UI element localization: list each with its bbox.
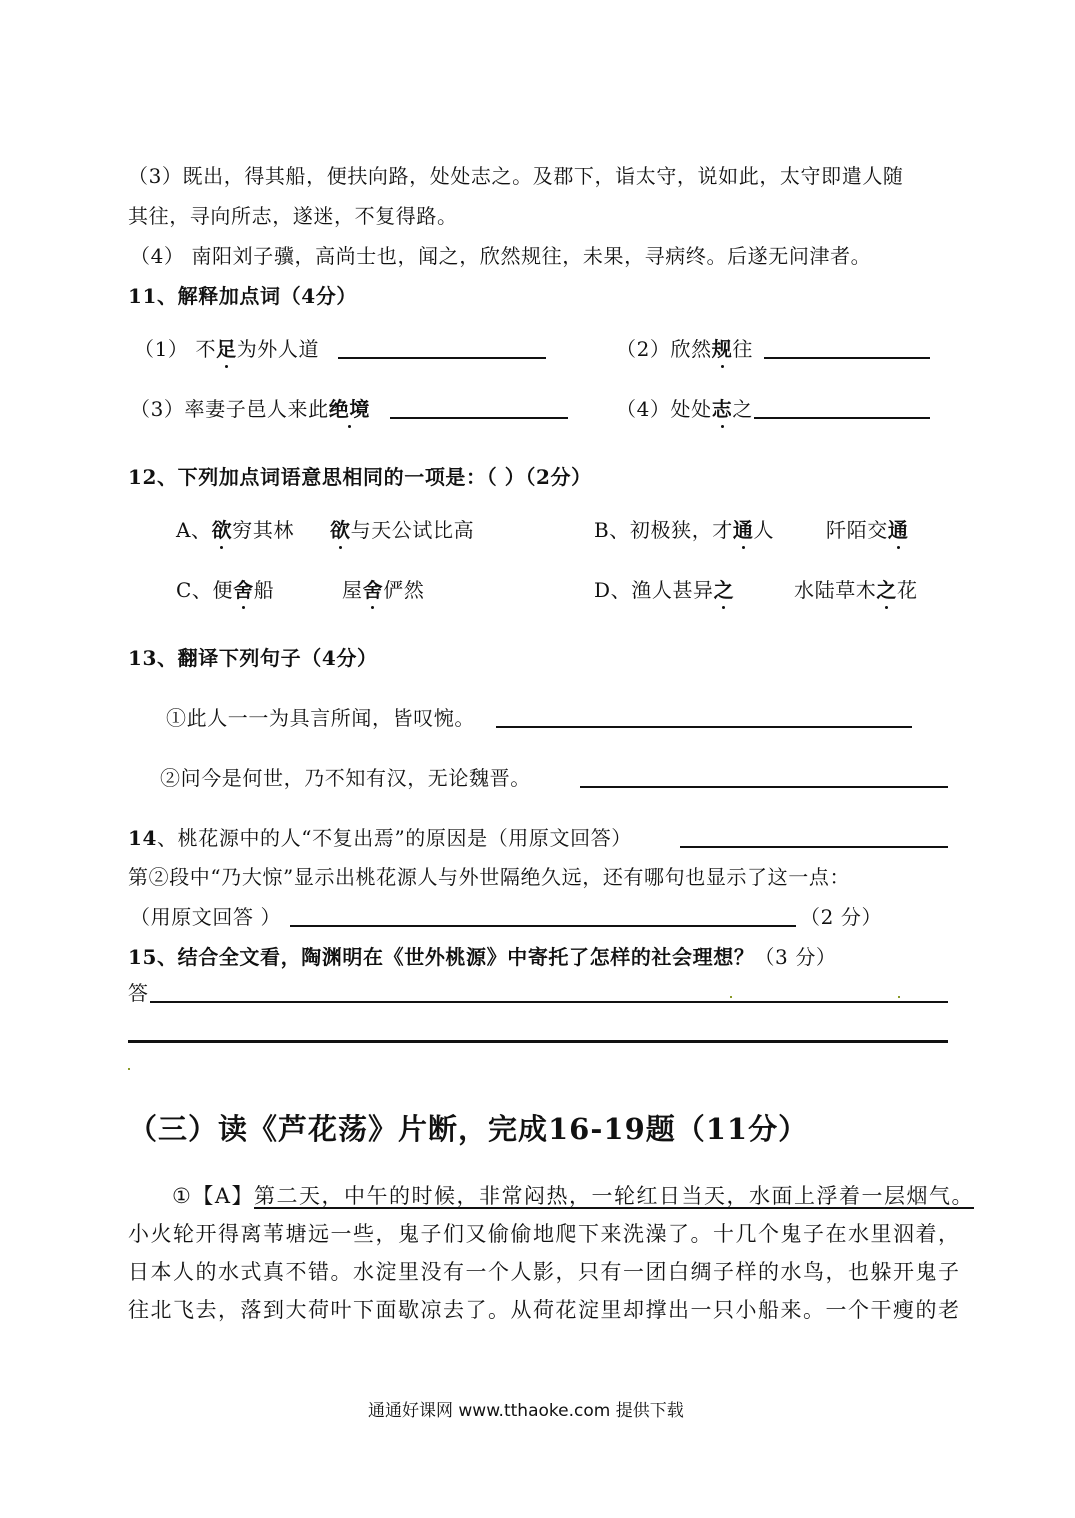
q11-item-4-dot-word: 志 [711,397,733,421]
passage-4-line-1: （4） 南阳刘子骥，高尚士也，闻之，欣然规往，未果，寻病终。后遂无问津者。 [130,244,872,268]
scan-speck [128,1068,130,1070]
q12-option-b-part1[interactable] [594,517,774,543]
q13-sentence-1-answer-line[interactable] [496,726,912,728]
q12-option-d-part2 [794,577,918,603]
q11-item-1-dot-word: 足 [216,337,237,361]
q12-option-b-pre-2: 阡陌交 [826,518,888,542]
q11-item-4-answer-line[interactable] [754,417,930,419]
q12-option-a-part1[interactable] [176,517,294,543]
q11-item-1-pre: （1） 不 [134,337,217,361]
q11-item-4 [616,396,753,422]
q12-title: 12、下列加点词语意思相同的一项是：（ ）（2分） [128,465,592,489]
q12-option-c-part2 [342,577,424,603]
q14-answer-line-1[interactable] [680,846,948,848]
q11-item-3-pre: （3）率妻子邑人来此 [130,397,329,421]
q14-score: （2 分） [800,905,883,929]
q11-item-2-pre: （2）欣然 [616,337,712,361]
q12-option-c-dot-2: 舍 [362,578,384,602]
q14-answer-line-2[interactable] [290,925,796,927]
q12-option-b-pre-1: 初极狭，才 [629,518,733,542]
passage-3-line-2: 其往，寻向所志，遂迷，不复得路。 [128,204,458,228]
q14-number: 14 [128,826,158,850]
section-3-para-1-line-4: 往北飞去，落到大荷叶下面歇凉去了。从荷花淀里却撑出一只小船来。一个干瘦的老 [128,1298,961,1322]
q12-option-c-dot-1: 舍 [233,578,254,602]
q12-option-a-part2 [330,517,474,543]
q12-option-b-label: B、 [594,518,630,542]
q12-option-b-dot-1: 通 [732,518,754,542]
passage-3-line-1: （3）既出，得其船，便扶向路，处处志之。及郡下，诣太守，说如此，太守即遣人随 [128,164,904,188]
q11-item-2-post: 往 [732,337,753,361]
q12-option-d-dot-2: 之 [876,578,898,602]
q14-line-3-label: （用原文回答 ） [130,905,282,929]
q15-title: 15、结合全文看，陶渊明在《世外桃源》中寄托了怎样的社会理想？ [128,945,755,969]
q12-option-b-dot-2: 通 [887,518,909,542]
q12-option-b-part2 [826,517,908,543]
q12-option-c-pre-1: 便 [212,578,234,602]
q12-option-c-label: C、 [176,578,213,602]
q13-title: 13、翻译下列句子（4分） [128,646,378,670]
section-3-title: （三）读《芦花荡》片断，完成16-19题（11分） [128,1112,809,1146]
q12-option-a-text-1: 穷其林 [232,518,295,542]
q12-option-c-text-1: 船 [253,578,275,602]
section-3-para-marker: ①【A】 [172,1184,254,1208]
q15-score: （3 分） [754,945,837,969]
q12-option-a-label: A、 [176,518,212,542]
q12-option-d-label: D、 [594,578,632,602]
section-3-para-1-line-1 [172,1180,974,1212]
q12-option-d-dot-1: 之 [713,578,735,602]
q14-question-text: 、桃花源中的人“不复出焉”的原因是（用原文回答） [157,826,632,850]
q11-item-3 [130,396,370,422]
q13-sentence-2: ②问今是何世，乃不知有汉，无论魏晋。 [160,766,531,790]
q11-item-3-dot-word: 绝境 [328,397,370,421]
q12-option-c-text-2: 俨然 [383,578,425,602]
q12-option-d-pre-1: 渔人甚异 [631,578,714,602]
section-3-para-1-line-3: 日本人的水式真不错。水淀里没有一个人影，只有一团白绸子样的水鸟，也躲开鬼子 [128,1260,961,1284]
q12-option-d-text-2: 花 [897,578,918,602]
q15-answer-label: 答 [128,981,149,1005]
footer-text: 通通好课网 www.tthaoke.com 提供下载 [368,1401,684,1421]
q11-title: 11、解释加点词（4分） [128,284,357,308]
q11-item-1-post: 为外人道 [236,337,320,361]
q15-answer-line-2[interactable] [128,1040,948,1043]
q11-item-2-dot-word: 规 [711,337,733,361]
q12-option-c-pre-2: 屋 [342,578,363,602]
q11-item-2 [616,336,753,362]
q11-item-2-answer-line[interactable] [764,357,930,359]
q13-sentence-1: ①此人一一为具言所闻，皆叹惋。 [166,706,475,730]
q12-option-d-pre-2: 水陆草木 [794,578,877,602]
q11-item-3-answer-line[interactable] [390,417,568,419]
q11-item-4-pre: （4）处处 [616,397,712,421]
q12-option-a-text-2: 与天公试比高 [350,518,475,542]
section-3-para-1-line-2: 小火轮开得离苇塘远一些，鬼子们又偷偷地爬下来洗澡了。十几个鬼子在水里泅着， [128,1222,961,1246]
q11-item-1 [134,336,319,362]
q11-item-4-post: 之 [732,397,753,421]
q12-option-b-text-1: 人 [753,518,775,542]
q14-line-2: 第②段中“乃大惊”显示出桃花源人与外世隔绝久远，还有哪句也显示了这一点： [128,865,851,889]
q12-option-d-part1[interactable] [594,577,734,603]
scan-speck [730,996,732,998]
q14-line-1 [128,825,632,851]
q12-option-a-dot-2: 欲 [330,518,351,542]
q11-item-1-answer-line[interactable] [338,357,546,359]
q15-title-row [128,944,837,970]
section-3-underlined-sentence: 第二天，中午的时候，非常闷热，一轮红日当天，水面上浮着一层烟气。 [254,1184,974,1208]
q15-answer-line-1[interactable] [150,1001,948,1003]
scan-speck [898,996,900,998]
q12-option-c-part1[interactable] [176,577,274,603]
q12-option-a-dot-1: 欲 [211,518,233,542]
q13-sentence-2-answer-line[interactable] [580,786,948,788]
